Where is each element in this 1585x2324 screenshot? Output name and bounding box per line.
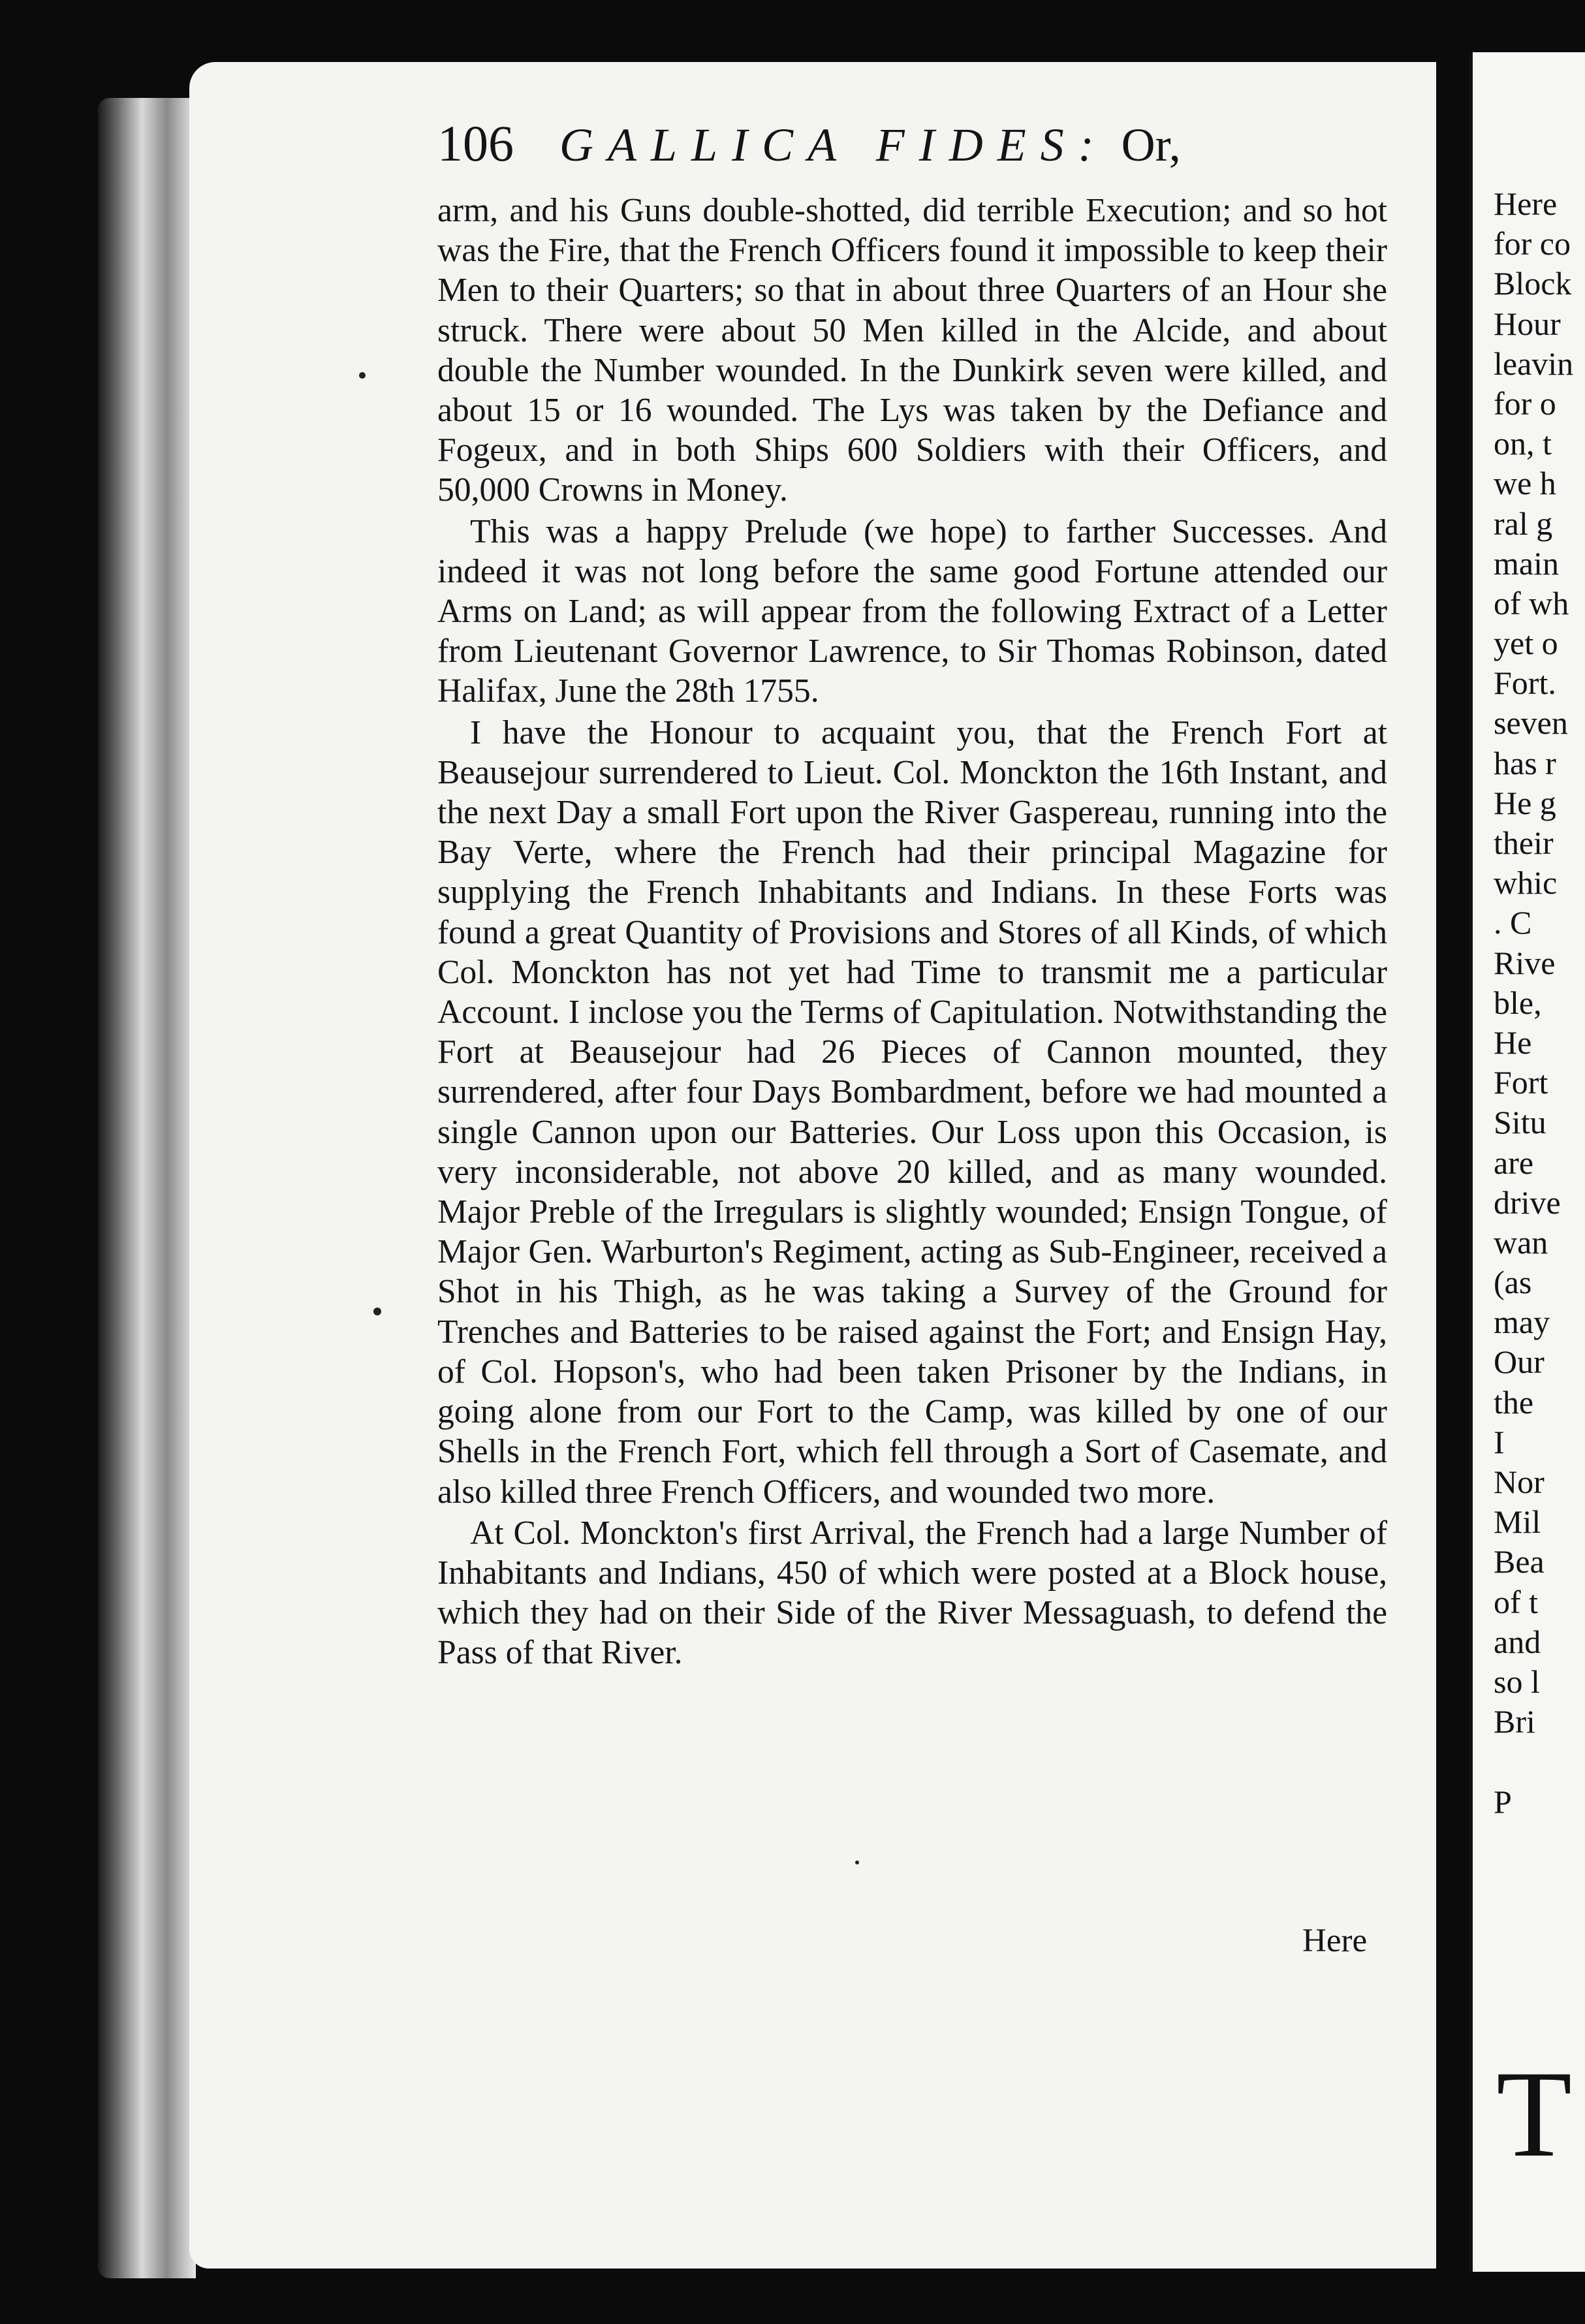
facing-page-large-initial: T — [1496, 2046, 1573, 2183]
paragraph-4: At Col. Monckton's first Arrival, the French had a large Number of Inhabitants and Indians, 450 of which were posted at a Block house, which they had on their Side of the River Messaguash, to defend the Pass of that River. — [437, 1514, 1387, 1672]
facing-page-line: ble, — [1494, 984, 1542, 1021]
facing-page-line: we h — [1494, 465, 1556, 502]
paragraph-2: This was a happy Prelude (we hope) to farther Successes. And indeed it was not long before the same good Fortune attended our Arms on Land; as will appear from the following Extract of a Letter from Lieutenant Governor Lawrence, to Sir Thomas Robinson, dated Halifax, June the 28th 1755. — [437, 512, 1387, 710]
facing-page-line: Here — [1494, 185, 1558, 222]
facing-page-line: and — [1494, 1623, 1541, 1660]
facing-page-line: the — [1494, 1383, 1534, 1421]
facing-page-line: Hour — [1494, 305, 1561, 342]
facing-page-line: for co — [1494, 225, 1571, 262]
page-number: 106 — [437, 115, 514, 172]
facing-page-line: Situ — [1494, 1104, 1546, 1141]
facing-page-line: has r — [1494, 744, 1556, 781]
facing-page-line: seven — [1494, 704, 1568, 742]
facing-page-line: may — [1494, 1304, 1550, 1341]
facing-page-line: drive — [1494, 1184, 1561, 1221]
catchword: Here — [1302, 1923, 1368, 1959]
book-gutter-edge — [98, 98, 196, 2278]
paragraph-3: I have the Honour to acquaint you, that the French Fort at Beausejour surrendered to Lieut. Col. Monckton the 16th Instant, and the next Day a small Fort upon the River Gaspereau, running into the Bay Verte, where the French had their principal Magazine for supplying the French Inhabitants and Indians. In these Forts was found a great Quantity of Provisions and Stores of all Kinds, of which Col. Monckton has not yet had Time to transmit me a particular Account. I inclose you the Terms of Capitulation. Notwithstanding the Fort at Beausejour had 26 Pieces of Cannon mounted, they surrendered, after four Days Bombardment, before we had mounted a single Cannon upon our Batteries. Our Loss upon this Occasion, is very inconsiderable, not above 20 killed, and as many wounded. Major Preble of the Irregulars is slightly wounded; Ensign Tongue, of Major Gen. Warburton's Regiment, acting as Sub-Engineer, received a Shot in his Thigh, as he was taking a Survey of the Ground for Trenches and Batteries to be raised against the Fort; and Ensign Hay, of Col. Hopson's, who had been taken Prisoner by the Indians, in going alone from our Fort to the Camp, was killed by one of our Shells in the French Fort, which fell through a Sort of Casemate, and also killed three French Officers, and wounded two more. — [437, 714, 1387, 1511]
ink-speck — [359, 372, 366, 379]
facing-page-line: leavin — [1494, 345, 1574, 382]
facing-page-line: ral g — [1494, 505, 1553, 542]
facing-page-line: He — [1494, 1024, 1532, 1061]
page-header — [437, 114, 1390, 186]
ink-speck — [373, 1308, 381, 1315]
facing-page-line — [1494, 1742, 1585, 1782]
facing-page-line: Fort. — [1494, 665, 1556, 702]
running-title: GALLICA FIDES: — [559, 119, 1108, 171]
facing-page-line: P — [1494, 1783, 1512, 1820]
facing-page-line: Block — [1494, 265, 1572, 302]
facing-page-line: main — [1494, 544, 1559, 582]
facing-page-line: whic — [1494, 864, 1558, 902]
page-body — [437, 191, 1387, 1673]
facing-page-line: of t — [1494, 1583, 1539, 1620]
facing-page-line: I — [1494, 1423, 1505, 1460]
facing-page-line: He g — [1494, 784, 1556, 821]
facing-page-line: of wh — [1494, 584, 1569, 621]
facing-page-line: are — [1494, 1144, 1534, 1181]
facing-page-line — [1494, 1822, 1585, 1862]
facing-page-line: wan — [1494, 1223, 1548, 1261]
facing-page-line: Our — [1494, 1343, 1545, 1381]
facing-page-line: Rive — [1494, 944, 1556, 981]
facing-page-line: Mil — [1494, 1503, 1541, 1541]
facing-page-line: Fort — [1494, 1064, 1548, 1101]
facing-page-line: Bri — [1494, 1703, 1535, 1740]
paragraph-1: arm, and his Guns double-shotted, did terrible Execution; and so hot was the Fire, that the French Officers found it impossible to keep their Men to their Quarters; so that in about three Quarters of an Hour she struck. There were about 50 Men killed in the Alcide, and about double the Number wounded. In the Dunkirk seven were killed, and about 15 or 16 wounded. The Lys was taken by the Defiance and Fogeux, and in both Ships 600 Soldiers with their Officers, and 50,000 Crowns in Money. — [437, 192, 1387, 509]
facing-page-line: on, t — [1494, 425, 1552, 462]
facing-page-line: yet o — [1494, 625, 1558, 662]
facing-page-line: . C — [1494, 904, 1532, 941]
facing-page-line: (as — [1494, 1264, 1532, 1301]
facing-page-line: Bea — [1494, 1543, 1545, 1580]
facing-page-line: Nor — [1494, 1464, 1545, 1500]
facing-page-line: their — [1494, 824, 1554, 861]
facing-page-line: for o — [1494, 385, 1556, 422]
facing-page-line: so l — [1494, 1663, 1540, 1700]
ink-speck — [855, 1861, 859, 1864]
running-title-or: Or, — [1121, 119, 1181, 171]
facing-page-text — [1494, 184, 1585, 1862]
